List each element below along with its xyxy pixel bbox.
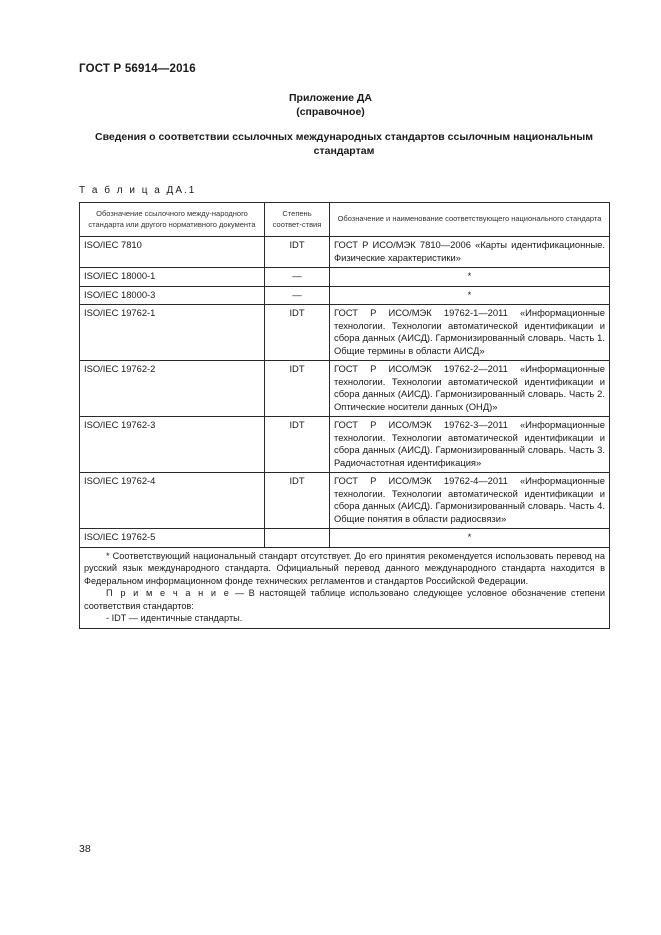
- table-row: [80, 473, 610, 529]
- appendix-heading: Сведения о соответствии ссылочных международных стандартов ссылочным национальным стандартам: [95, 131, 593, 157]
- column-header-degree: Степень соответ-ствия: [265, 203, 330, 237]
- table-footer-row: [80, 547, 610, 629]
- cell-national: ГОСТ Р ИСО/МЭК 19762-4—2011 «Информационные технологии. Технологии автоматической идентификации и сбора данных (АИСД). Гармонизированный словарь. Часть 4. Общие понятия в области радиосвязи»: [330, 473, 610, 529]
- cell-degree: IDT: [265, 305, 330, 361]
- cell-degree: IDT: [265, 473, 330, 529]
- table-row: [80, 305, 610, 361]
- column-header-reference: Обозначение ссылочного между-народного стандарта или другого нормативного документа: [80, 203, 265, 237]
- correspondence-table: [79, 202, 610, 629]
- cell-reference: ISO/IEC 19762-3: [80, 417, 265, 473]
- note-paragraph: [84, 587, 605, 612]
- table-row: [80, 417, 610, 473]
- cell-reference: ISO/IEC 19762-2: [80, 361, 265, 417]
- note-item: - IDT — идентичные стандарты.: [106, 613, 243, 624]
- cell-reference: ISO/IEC 19762-4: [80, 473, 265, 529]
- cell-national: *: [330, 286, 610, 305]
- table-header-row: [80, 203, 610, 237]
- page-number: 38: [79, 843, 91, 855]
- table-row: [80, 529, 610, 548]
- cell-degree: —: [265, 268, 330, 287]
- table-row: [80, 237, 610, 268]
- table-label: Т а б л и ц а ДА.1: [79, 185, 197, 196]
- cell-reference: ISO/IEC 7810: [80, 237, 265, 268]
- cell-national: *: [330, 268, 610, 287]
- appendix-title: Приложение ДА: [289, 92, 372, 104]
- table-row: [80, 361, 610, 417]
- cell-national: ГОСТ Р ИСО/МЭК 19762-1—2011 «Информационные технологии. Технологии автоматической идентификации и сбора данных (АИСД). Гармонизированный словарь. Часть 1. Общие термины в области АИСД»: [330, 305, 610, 361]
- cell-reference: ISO/IEC 18000-1: [80, 268, 265, 287]
- cell-reference: ISO/IEC 18000-3: [80, 286, 265, 305]
- cell-reference: ISO/IEC 19762-5: [80, 529, 265, 548]
- document-code: ГОСТ Р 56914—2016: [79, 63, 196, 75]
- table-row: [80, 268, 610, 287]
- cell-national: ГОСТ Р ИСО/МЭК 19762-3—2011 «Информационные технологии. Технологии автоматической идентификации и сбора данных (АИСД). Гармонизированный словарь. Часть 3. Радиочастотная идентификация»: [330, 417, 610, 473]
- note-label: П р и м е ч а н и е: [106, 588, 231, 599]
- cell-reference: ISO/IEC 19762-1: [80, 305, 265, 361]
- footnote-text: * Соответствующий национальный стандарт отсутствует. До его принятия рекомендуется использовать перевод на русский язык международного стандарта. Официальный перевод данного международного стандарта находится в Федеральном информационном фонде технических регламентов и стандартов Российской Федерации.: [84, 550, 605, 586]
- appendix-subtitle: (справочное): [296, 106, 365, 118]
- cell-degree: [265, 529, 330, 548]
- cell-national: *: [330, 529, 610, 548]
- table-footnote: [80, 547, 610, 629]
- cell-degree: IDT: [265, 361, 330, 417]
- cell-national: ГОСТ Р ИСО/МЭК 7810—2006 «Карты идентификационные. Физические характеристики»: [330, 237, 610, 268]
- table-row: [80, 286, 610, 305]
- cell-degree: IDT: [265, 237, 330, 268]
- cell-national: ГОСТ Р ИСО/МЭК 19762-2—2011 «Информационные технологии. Технологии автоматической идентификации и сбора данных (АИСД). Гармонизированный словарь. Часть 2. Оптические носители данных (ОНД)»: [330, 361, 610, 417]
- note-text: — В настоящей таблице использовано следующее условное обозначение степени соответствия стандартов:: [84, 588, 605, 611]
- column-header-national: Обозначение и наименование соответствующего национального стандарта: [330, 203, 610, 237]
- cell-degree: IDT: [265, 417, 330, 473]
- cell-degree: —: [265, 286, 330, 305]
